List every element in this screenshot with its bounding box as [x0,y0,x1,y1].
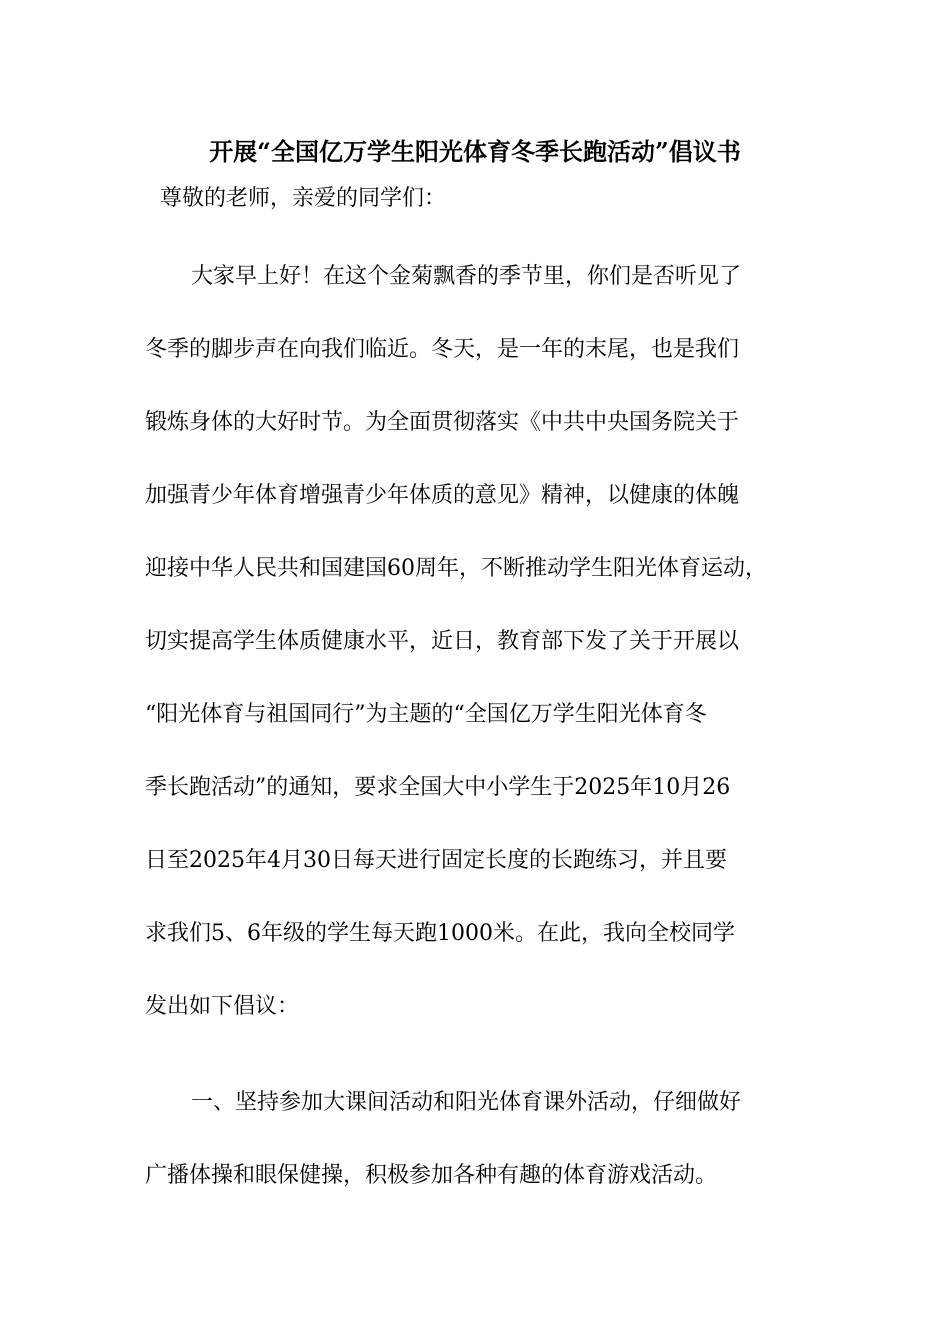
paragraph-line: 锻炼身体的大好时节。为全面贯彻落实《中共中央国务院关于 [145,410,740,435]
paragraph-line: 求我们5、6年级的学生每天跑1000米。在此，我向全校同学 [145,921,735,946]
paragraph-line: 冬季的脚步声在向我们临近。冬天，是一年的末尾，也是我们 [145,337,740,362]
paragraph-line: 广播体操和眼保健操，积极参加各种有趣的体育游戏活动。 [145,1163,718,1188]
document-title: 开展“全国亿万学生阳光体育冬季长跑活动”倡议书 [209,137,741,166]
paragraph-line: 季长跑活动”的通知，要求全国大中小学生于2025年10月26 [145,775,731,800]
paragraph-line: 日至2025年4月30日每天进行固定长度的长跑练习，并且要 [145,848,727,873]
salutation: 尊敬的老师，亲爱的同学们： [160,186,447,211]
paragraph-line: 大家早上好！在这个金菊飘香的季节里，你们是否听见了 [191,264,742,289]
paragraph-line: 发出如下倡议： [145,994,300,1019]
paragraph-line: “阳光体育与祖国同行”为主题的“全国亿万学生阳光体育冬 [145,702,707,727]
paragraph-2 [145,1066,825,1212]
paragraph-line: 迎接中华人民共和国建国60周年，不断推动学生阳光体育运动， [145,556,767,581]
paragraph-1 [145,240,825,1043]
paragraph-line: 一、坚持参加大课间活动和阳光体育课外活动，仔细做好 [191,1090,742,1115]
paragraph-line: 加强青少年体育增强青少年体质的意见》精神，以健康的体魄 [145,483,740,508]
paragraph-line: 切实提高学生体质健康水平，近日，教育部下发了关于开展以 [145,629,740,654]
